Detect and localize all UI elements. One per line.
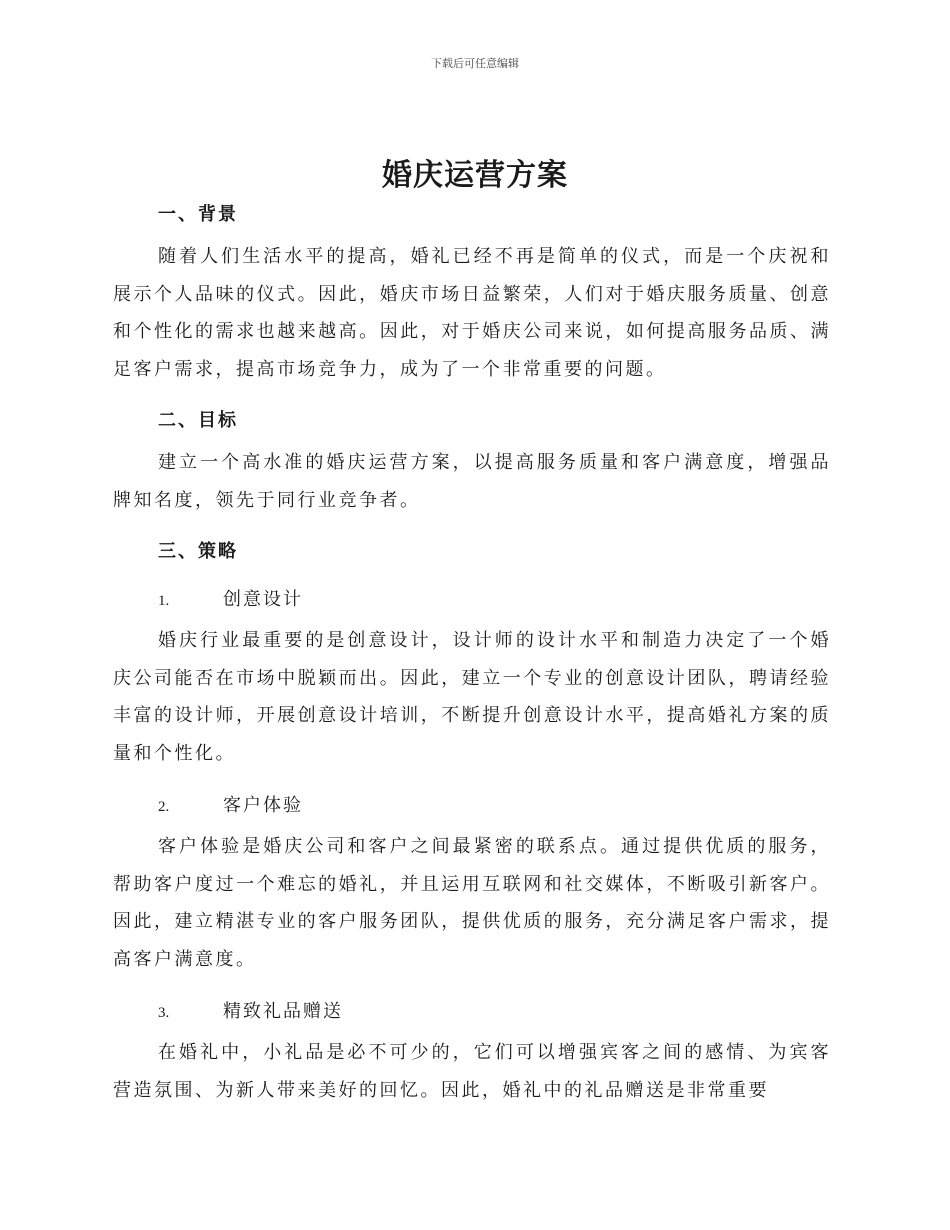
strategy-title: 客户体验 — [223, 795, 303, 816]
strategy-item-1-title — [113, 585, 876, 611]
section-heading-strategy: 三、策略 — [158, 541, 238, 562]
section-heading-background: 一、背景 — [158, 204, 238, 225]
strategy-item-3-title — [113, 997, 876, 1023]
paragraph: 客户体验是婚庆公司和客户之间最紧密的联系点。通过提供优质的服务，帮助客户度过一个难忘的婚礼，并且运用互联网和社交媒体，不断吸引新客户。因此，建立精湛专业的客户服务团队，提供优质的服务，充分满足客户需求，提高客户满意度。 — [113, 836, 831, 970]
strategy-number: 3. — [158, 1005, 170, 1021]
strategy-item-3-paragraph — [113, 1034, 831, 1109]
strategy-item-1-paragraph — [113, 622, 831, 772]
strategy-number: 1. — [158, 593, 170, 609]
paragraph: 随着人们生活水平的提高，婚礼已经不再是简单的仪式，而是一个庆祝和展示个人品味的仪式。因此，婚庆市场日益繁荣，人们对于婚庆服务质量、创意和个性化的需求也越来越高。因此，对于婚庆公司来说，如何提高服务品质、满足客户需求，提高市场竞争力，成为了一个非常重要的问题。 — [113, 246, 831, 380]
paragraph: 在婚礼中，小礼品是必不可少的，它们可以增强宾客之间的感情、为宾客营造氛围、为新人带来美好的回忆。因此，婚礼中的礼品赠送是非常重要 — [113, 1042, 831, 1101]
strategy-title: 创意设计 — [223, 589, 303, 610]
strategy-item-2-title — [113, 791, 876, 817]
section-paragraph-background — [113, 238, 831, 388]
paragraph: 婚庆行业最重要的是创意设计，设计师的设计水平和制造力决定了一个婚庆公司能否在市场中脱颖而出。因此，建立一个专业的创意设计团队，聘请经验丰富的设计师，开展创意设计培训，不断提升创意设计水平，提高婚礼方案的质量和个性化。 — [113, 630, 831, 764]
section-heading-goal: 二、目标 — [158, 410, 238, 431]
page-header: 下载后可任意编辑 — [431, 57, 519, 70]
paragraph: 建立一个高水准的婚庆运营方案，以提高服务质量和客户满意度，增强品牌知名度，领先于同行业竞争者。 — [113, 452, 831, 511]
section-paragraph-goal — [113, 444, 831, 519]
document-title: 婚庆运营方案 — [382, 158, 568, 193]
strategy-number: 2. — [158, 799, 170, 815]
strategy-title: 精致礼品赠送 — [223, 1001, 343, 1022]
strategy-item-2-paragraph — [113, 828, 831, 978]
